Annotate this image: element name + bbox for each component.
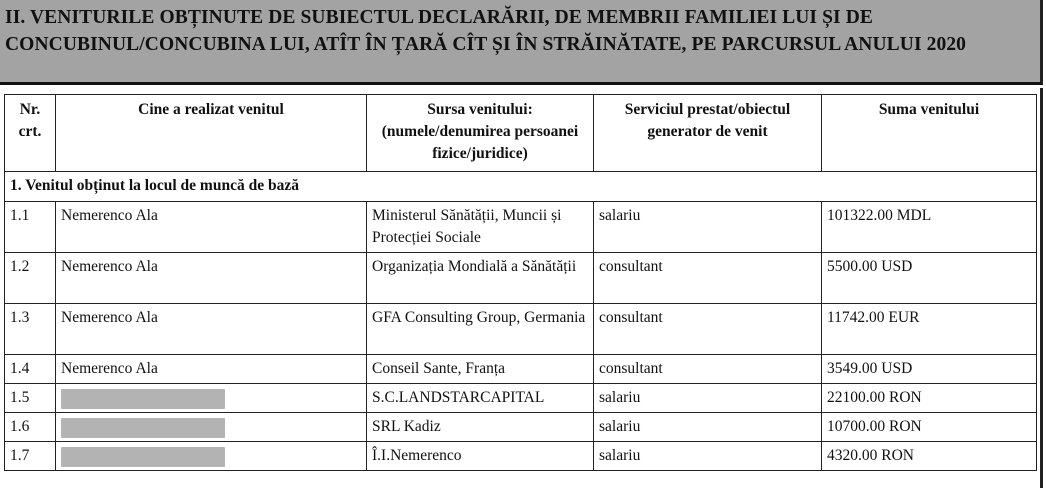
column-header-service: Serviciul prestat/obiectul generator de venit — [594, 95, 822, 172]
row-source: Î.I.Nemerenco — [367, 442, 594, 471]
row-source: Conseil Sante, Franța — [367, 355, 594, 384]
category-label: 1. Venitul obținut la locul de muncă de bază — [5, 172, 1037, 202]
row-nr: 1.1 — [5, 202, 56, 253]
row-service: consultant — [594, 355, 822, 384]
row-who — [56, 384, 367, 413]
redacted-name-block — [61, 418, 225, 438]
table-row — [5, 384, 1037, 413]
row-amount: 10700.00 RON — [822, 413, 1037, 442]
row-nr: 1.3 — [5, 304, 56, 355]
row-amount: 11742.00 EUR — [822, 304, 1037, 355]
table-row — [5, 442, 1037, 471]
row-who: Nemerenco Ala — [56, 253, 367, 304]
table-row — [5, 355, 1037, 384]
row-who: Nemerenco Ala — [56, 202, 367, 253]
column-header-who: Cine a realizat venitul — [56, 95, 367, 172]
column-header-nr: Nr. crt. — [5, 95, 56, 172]
table-row — [5, 253, 1037, 304]
table-row — [5, 413, 1037, 442]
redacted-name-block — [61, 389, 225, 409]
table-row — [5, 202, 1037, 253]
row-amount: 5500.00 USD — [822, 253, 1037, 304]
row-nr: 1.4 — [5, 355, 56, 384]
income-table — [4, 94, 1037, 471]
row-source: S.C.LANDSTARCAPITAL — [367, 384, 594, 413]
row-service: salariu — [594, 413, 822, 442]
row-service: consultant — [594, 253, 822, 304]
row-nr: 1.2 — [5, 253, 56, 304]
row-amount: 3549.00 USD — [822, 355, 1037, 384]
row-amount: 4320.00 RON — [822, 442, 1037, 471]
row-source: Organizația Mondială a Sănătății — [367, 253, 594, 304]
row-amount: 22100.00 RON — [822, 384, 1037, 413]
row-service: salariu — [594, 384, 822, 413]
row-amount: 101322.00 MDL — [822, 202, 1037, 253]
row-who — [56, 413, 367, 442]
row-source: Ministerul Sănătății, Muncii și Protecției Sociale — [367, 202, 594, 253]
section-title: II. VENITURILE OBȚINUTE DE SUBIECTUL DECLARĂRII, DE MEMBRII FAMILIEI LUI ȘI DE CONCUBINUL/CONCUBINA LUI, ATÎT ÎN ȚARĂ CÎT ȘI ÎN STRĂINĂTATE, PE PARCURSUL ANULUI 2020 — [5, 7, 967, 55]
row-nr: 1.5 — [5, 384, 56, 413]
row-who: Nemerenco Ala — [56, 355, 367, 384]
row-source: GFA Consulting Group, Germania — [367, 304, 594, 355]
row-who — [56, 442, 367, 471]
section-header — [0, 0, 1043, 85]
column-header-amount: Suma venitului — [822, 95, 1037, 172]
category-row — [5, 172, 1037, 202]
table-header-row — [5, 95, 1037, 172]
row-who: Nemerenco Ala — [56, 304, 367, 355]
column-header-source: Sursa venitului: (numele/denumirea persoanei fizice/juridice) — [367, 95, 594, 172]
row-service: salariu — [594, 442, 822, 471]
row-service: salariu — [594, 202, 822, 253]
redacted-name-block — [61, 447, 225, 467]
row-nr: 1.7 — [5, 442, 56, 471]
table-row — [5, 304, 1037, 355]
row-service: consultant — [594, 304, 822, 355]
row-nr: 1.6 — [5, 413, 56, 442]
row-source: SRL Kadiz — [367, 413, 594, 442]
